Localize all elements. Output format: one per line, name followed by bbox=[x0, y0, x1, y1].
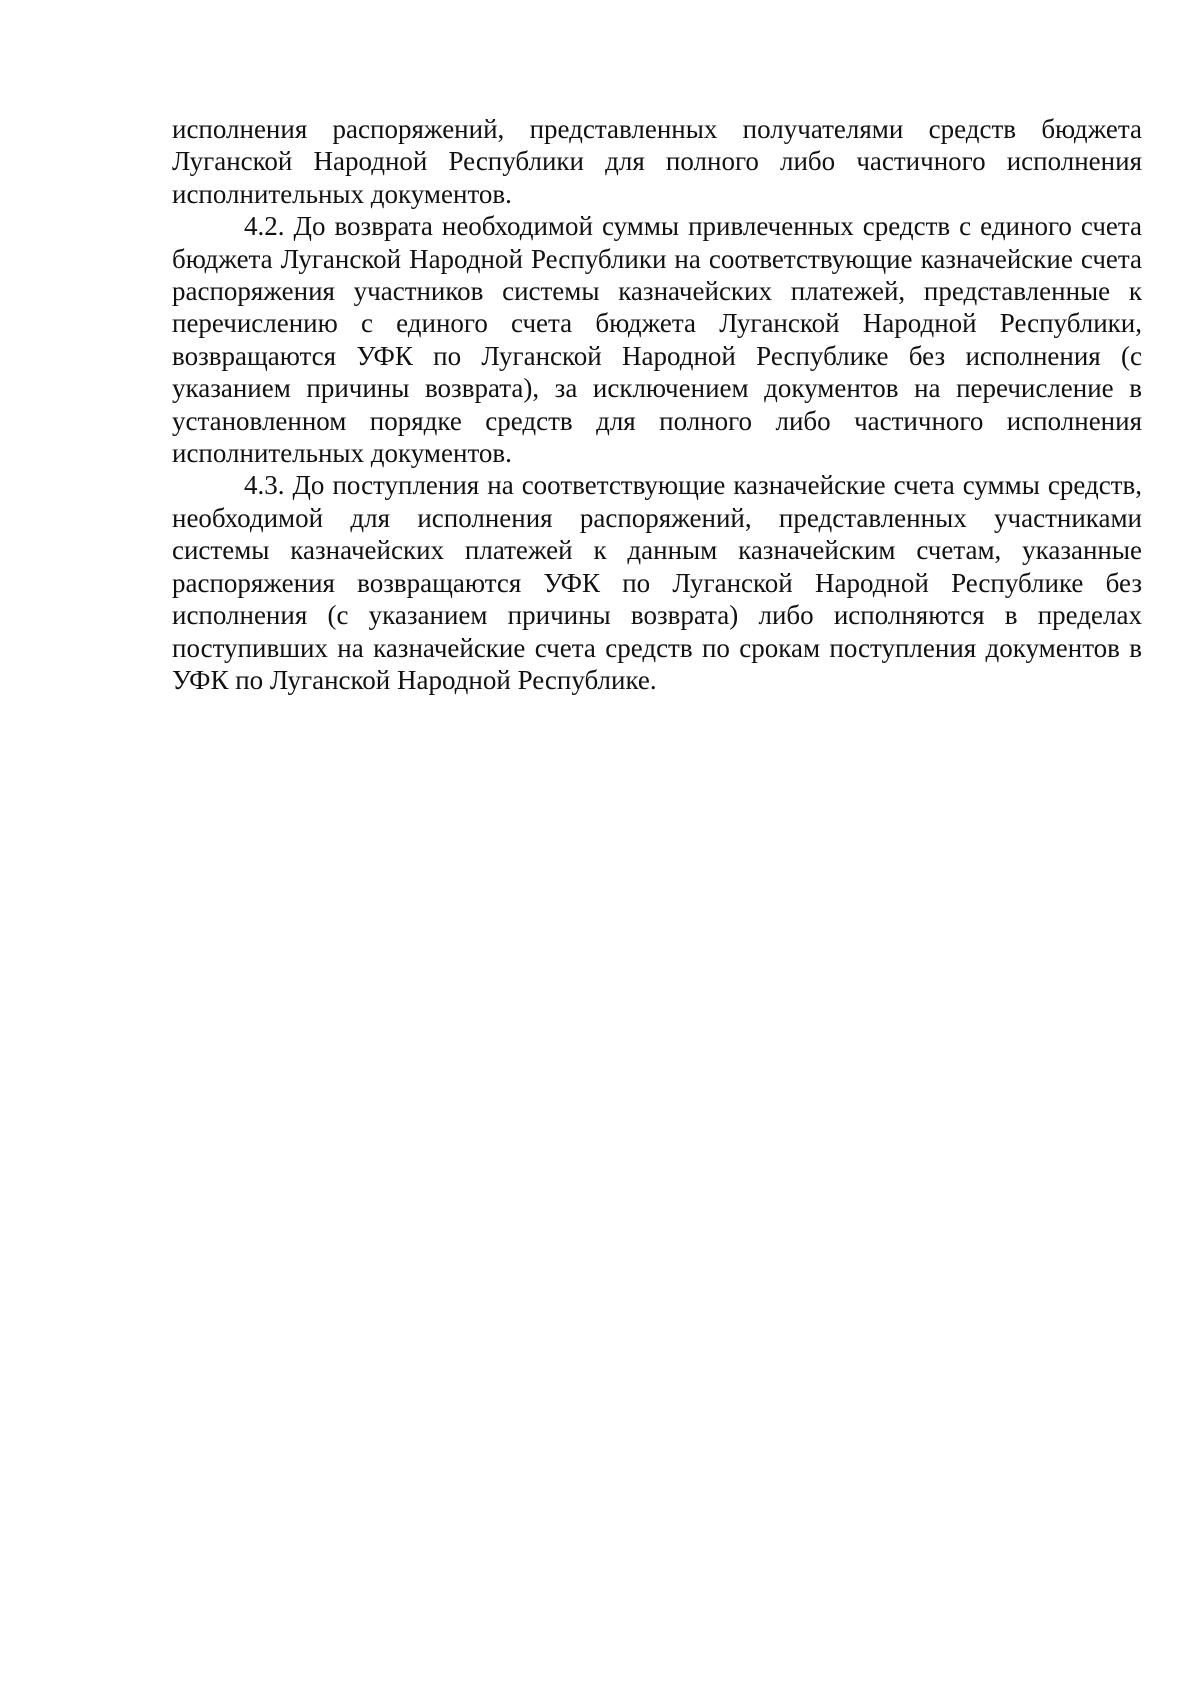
document-body bbox=[172, 113, 1142, 696]
paragraph-4-3: 4.3. До поступления на соответствующие казначейские счета суммы средств, необходимой для исполнения распоряжений, представленных участниками системы казначейских платежей к данным казначейским счетам, указанные распоряжения возвращаются УФК по Луганской Народной Республике без исполнения (с указанием причины возврата) либо исполняются в пределах поступивших на казначейские счета средств по срокам поступления документов в УФК по Луганской Народной Республике. bbox=[172, 470, 1142, 695]
paragraph-continuation: исполнения распоряжений, представленных получателями средств бюджета Луганской Народной Республики для полного либо частичного исполнения исполнительных документов. bbox=[172, 114, 1142, 209]
paragraph-4-2: 4.2. До возврата необходимой суммы привлеченных средств с единого счета бюджета Луганской Народной Республики на соответствующие казначейские счета распоряжения участников системы казначейских платежей, представленные к перечислению с единого счета бюджета Луганской Народной Республики, возвращаются УФК по Луганской Народной Республике без исполнения (с указанием причины возврата), за исключением документов на перечисление в установленном порядке средств для полного либо частичного исполнения исполнительных документов. bbox=[172, 211, 1142, 469]
